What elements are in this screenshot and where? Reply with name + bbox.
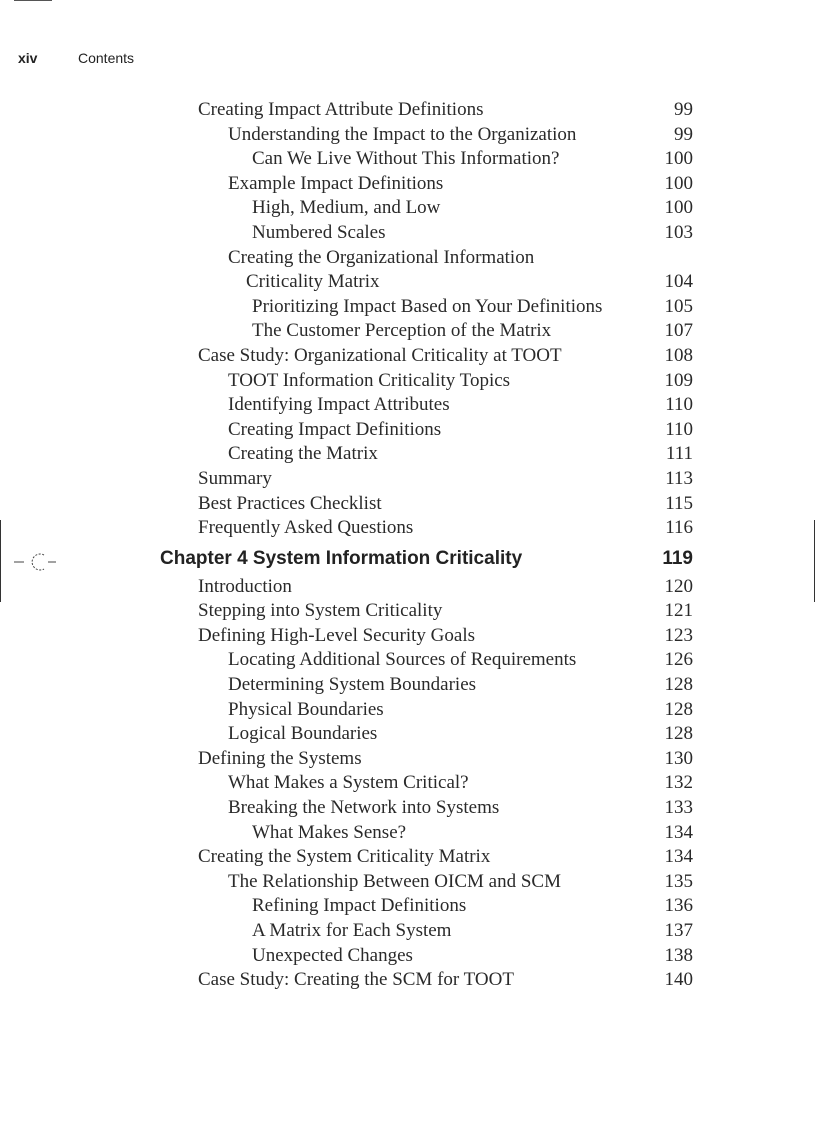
- toc-entry[interactable]: [0, 172, 816, 197]
- running-head-title: Contents: [78, 50, 135, 66]
- top-rule: [14, 0, 52, 1]
- toc-entry-title: Example Impact Definitions: [228, 172, 444, 194]
- toc-entry-page: 99: [674, 123, 693, 145]
- toc-entry-page: 123: [664, 624, 693, 646]
- toc-entry-title: What Makes Sense?: [252, 821, 407, 843]
- toc-entry[interactable]: [0, 221, 816, 246]
- toc-entry-page: 126: [664, 649, 693, 671]
- toc-entry[interactable]: [0, 919, 816, 944]
- toc-entry[interactable]: [0, 968, 816, 993]
- toc-entry-page: 133: [664, 797, 693, 819]
- toc-entry[interactable]: [0, 796, 816, 821]
- toc-entry[interactable]: [0, 393, 816, 418]
- margin-rule-left: [0, 520, 1, 602]
- page-number: xiv: [18, 50, 38, 66]
- toc-entry-title: Understanding the Impact to the Organization: [228, 123, 577, 145]
- toc-entry[interactable]: [0, 516, 816, 541]
- toc-entry-page: 115: [665, 492, 693, 514]
- toc-entry-page: 116: [665, 517, 693, 539]
- toc-entry[interactable]: [0, 369, 816, 394]
- toc-entry-page: 140: [664, 969, 693, 991]
- toc-entry[interactable]: [0, 771, 816, 796]
- toc-entry[interactable]: [0, 492, 816, 517]
- toc-entry-title: Unexpected Changes: [252, 944, 413, 966]
- toc-entry[interactable]: [0, 944, 816, 969]
- toc-entry[interactable]: [0, 295, 816, 320]
- toc-entry-title: Defining High-Level Security Goals: [198, 624, 476, 646]
- toc-entry[interactable]: [0, 147, 816, 172]
- registration-mark-icon: [14, 548, 58, 576]
- toc-entry[interactable]: [0, 624, 816, 649]
- toc-group-before-chapter: [0, 98, 816, 541]
- toc-entry-page: 128: [664, 698, 693, 720]
- margin-rule-right: [814, 520, 815, 602]
- toc-entry[interactable]: [0, 418, 816, 443]
- toc-entry-title: Stepping into System Criticality: [198, 600, 443, 622]
- toc-entry-title: Logical Boundaries: [228, 723, 378, 745]
- toc-entry-page: 109: [664, 369, 693, 391]
- toc-entry[interactable]: [0, 575, 816, 600]
- toc-entry[interactable]: [0, 747, 816, 772]
- toc-entry-page: 134: [664, 821, 693, 843]
- toc-entry-title: High, Medium, and Low: [252, 197, 441, 219]
- toc-entry[interactable]: [0, 599, 816, 624]
- toc-entry[interactable]: [0, 123, 816, 148]
- toc-entry-page: 137: [664, 920, 693, 941]
- toc-entry-page: 108: [664, 344, 693, 366]
- toc-entry-title: What Makes a System Critical?: [228, 772, 469, 794]
- toc-entry-title: Breaking the Network into Systems: [228, 797, 500, 819]
- toc-entry-title: Determining System Boundaries: [228, 674, 477, 696]
- toc-entry-page: 132: [664, 772, 693, 794]
- toc-entry-page: 138: [664, 944, 693, 966]
- toc-entry-title: Creating the Matrix: [228, 443, 378, 465]
- toc-entry[interactable]: [0, 870, 816, 895]
- toc-group-chapter-4: [0, 575, 816, 993]
- toc-entry-title: The Relationship Between OICM and SCM: [228, 870, 561, 892]
- chapter-page: 119: [662, 547, 693, 569]
- toc-entry-title: Identifying Impact Attributes: [228, 394, 450, 416]
- toc-entry-page: 100: [664, 148, 693, 170]
- toc-entry-title: Criticality Matrix: [246, 271, 380, 293]
- toc-entry[interactable]: [0, 196, 816, 221]
- toc-entry[interactable]: [0, 246, 816, 271]
- toc-entry-page: 113: [665, 467, 693, 489]
- toc-entry-page: 99: [674, 99, 693, 120]
- toc-entry-title: Creating the System Criticality Matrix: [198, 846, 491, 868]
- toc-entry-title: Refining Impact Definitions: [252, 895, 467, 917]
- toc-entry-title: Creating Impact Attribute Definitions: [198, 99, 484, 120]
- toc-entry-page: 128: [664, 674, 693, 696]
- toc-entry-page: 135: [664, 870, 693, 892]
- toc-entry-page: 110: [665, 394, 693, 416]
- toc-entry-page: 130: [664, 747, 693, 769]
- toc-entry[interactable]: [0, 698, 816, 723]
- toc-entry-page: 110: [665, 418, 693, 440]
- toc-entry[interactable]: [0, 673, 816, 698]
- toc-entry-page: 120: [664, 575, 693, 597]
- toc-entry[interactable]: [0, 442, 816, 467]
- toc-entry-title: TOOT Information Criticality Topics: [228, 369, 511, 391]
- toc-entry-title: Creating Impact Definitions: [228, 418, 442, 440]
- toc-entry-title: A Matrix for Each System: [252, 920, 452, 941]
- toc-entry-title: Case Study: Creating the SCM for TOOT: [198, 969, 514, 991]
- running-head: [18, 50, 134, 66]
- toc-entry[interactable]: [0, 344, 816, 369]
- toc-entry[interactable]: [0, 648, 816, 673]
- toc-entry-page: 111: [665, 443, 693, 465]
- table-of-contents: [0, 98, 816, 993]
- toc-entry-title: Numbered Scales: [252, 221, 386, 243]
- toc-entry-title: Defining the Systems: [198, 747, 362, 769]
- toc-entry-title: Best Practices Checklist: [198, 492, 382, 514]
- toc-entry-page: 100: [664, 172, 693, 194]
- toc-entry-page: 100: [664, 197, 693, 219]
- toc-entry-page: 136: [664, 895, 693, 917]
- toc-entry-page: 105: [664, 295, 693, 317]
- toc-entry-title: Physical Boundaries: [228, 698, 384, 720]
- toc-entry-title: Prioritizing Impact Based on Your Definitions: [252, 295, 603, 317]
- toc-entry-title: Summary: [198, 467, 272, 489]
- chapter-title: Chapter 4 System Information Criticality: [160, 547, 523, 569]
- toc-entry[interactable]: [0, 270, 816, 295]
- toc-entry[interactable]: [0, 845, 816, 870]
- toc-entry-title: Locating Additional Sources of Requirements: [228, 649, 577, 671]
- toc-entry[interactable]: [0, 98, 816, 123]
- toc-entry-title: Case Study: Organizational Criticality at TOOT: [198, 344, 562, 366]
- toc-entry-page: 107: [664, 320, 693, 342]
- toc-entry-page: 134: [664, 846, 693, 868]
- toc-entry-title: Introduction: [198, 575, 292, 597]
- toc-entry[interactable]: [0, 894, 816, 919]
- toc-entry[interactable]: [0, 319, 816, 344]
- toc-entry[interactable]: [0, 467, 816, 492]
- toc-entry-title: Frequently Asked Questions: [198, 517, 414, 539]
- toc-entry-title: Creating the Organizational Information: [228, 246, 535, 268]
- toc-entry-page: 104: [664, 271, 693, 293]
- toc-entry-page: 121: [664, 600, 693, 622]
- toc-entry-title: Can We Live Without This Information?: [252, 148, 560, 170]
- toc-entry-page: 128: [664, 723, 693, 745]
- chapter-heading[interactable]: [0, 541, 816, 575]
- toc-entry[interactable]: [0, 722, 816, 747]
- toc-entry-page: 103: [664, 221, 693, 243]
- toc-entry[interactable]: [0, 821, 816, 846]
- toc-entry-title: The Customer Perception of the Matrix: [252, 320, 552, 342]
